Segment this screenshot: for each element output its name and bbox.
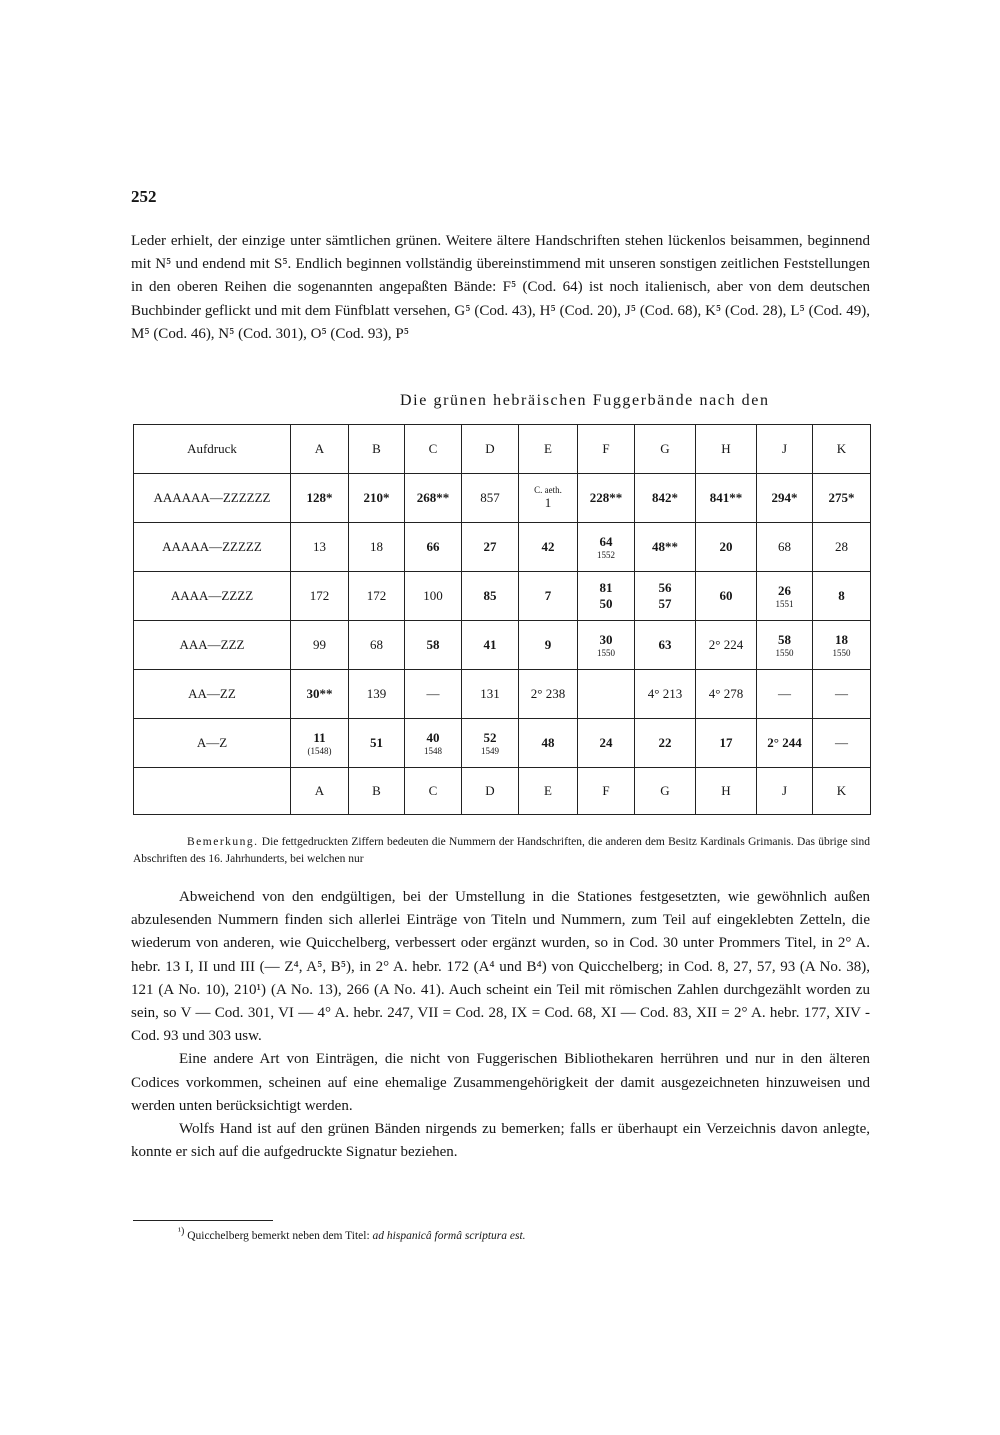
table-cell <box>462 474 519 523</box>
cell-value: 4° 213 <box>647 686 683 701</box>
cell-year-note: 1548 <box>424 746 442 756</box>
table-cell <box>813 621 871 670</box>
row-label: A—Z <box>134 719 291 768</box>
table-cell <box>813 572 871 621</box>
cell-value: 17 <box>719 735 733 750</box>
table-cell <box>757 719 813 768</box>
table-cell <box>696 572 757 621</box>
cell-value: 64 <box>599 534 613 549</box>
cell-value: 28 <box>835 539 848 554</box>
table-cell <box>349 572 405 621</box>
table-cell <box>291 572 349 621</box>
cell-value: 7 <box>544 588 552 603</box>
table-cell <box>635 719 696 768</box>
cell-value: 24 <box>599 735 613 750</box>
cell-value: 48** <box>652 539 678 554</box>
cell-value: 20 <box>719 539 733 554</box>
table-remark <box>133 834 870 868</box>
cell-value: 841** <box>709 490 743 505</box>
table-cell <box>349 621 405 670</box>
table-row <box>134 670 871 719</box>
table-cell <box>578 474 635 523</box>
remark-lead: Bemerkung. <box>187 836 259 848</box>
cell-year-note: 1550 <box>832 648 851 658</box>
cell-year-note: 1549 <box>481 746 499 756</box>
cell-value: 66 <box>426 539 440 554</box>
row-label: AAA—ZZZ <box>134 621 291 670</box>
footer-cell: J <box>757 768 813 815</box>
cell-value: 2° 224 <box>708 637 744 652</box>
cell-value: — <box>426 686 440 701</box>
footer-cell: K <box>813 768 871 815</box>
table-cell <box>462 670 519 719</box>
table-cell <box>291 621 349 670</box>
footnote-italic: ad hispanicâ formâ scriptura est. <box>372 1229 526 1242</box>
table-cell <box>635 523 696 572</box>
table-cell <box>635 621 696 670</box>
header-cell-k: K <box>813 425 871 474</box>
table-cell <box>519 474 578 523</box>
cell-year-note: 1550 <box>597 648 615 658</box>
table-cell <box>578 670 635 719</box>
cell-value: 172 <box>366 588 387 603</box>
cell-value: 172 <box>309 588 330 603</box>
cell-value: 27 <box>483 539 497 554</box>
cell-value: 210* <box>363 490 390 505</box>
cell-value: 857 <box>480 490 500 505</box>
cell-value: 2° 244 <box>767 735 802 750</box>
header-cell-h: H <box>696 425 757 474</box>
cell-value: 68 <box>370 637 383 652</box>
cell-value: 42 <box>541 539 555 554</box>
cell-value: 11 <box>313 730 326 745</box>
main-paragraph-1: Abweichend von den endgültigen, bei der Umstellung in die Stationes festgesetzten, wie gewöhnlich außen abzulesenden Nummern finden sich allerlei Einträge von Titeln und Nummern, zum Teil auf eingeklebten Zetteln, die wiederum von anderen, wie Quicchelberg, verbessert oder ergänzt wurden, so in Cod. 30 unter Prommers Titel, in 2° A. hebr. 13 I, II und III (— Z⁴, A⁵, B⁵), in 2° A. hebr. 172 (A⁴ und B⁴) von Quicchelberg; in Cod. 8, 27, 57, 93 (A No. 38), 121 (A No. 10), 210¹) (A No. 13), 266 (A No. 41). Auch scheint ein Teil mit römischen Zahlen durchgezählt worden zu sein, so V — Cod. 301, VI — 4° A. hebr. 247, VII = Cod. 28, IX = Cod. 68, XI — Cod. 83, XII = 2° A. hebr. 177, XIV - Cod. 93 und 303 usw. <box>131 889 870 1045</box>
row-label: AAAA—ZZZZ <box>134 572 291 621</box>
cell-year-note: 1550 <box>775 648 794 658</box>
table-row <box>134 572 871 621</box>
table-cell <box>519 670 578 719</box>
cell-value: 268** <box>416 490 450 505</box>
footer-cell <box>134 768 291 815</box>
cell-value: 100 <box>423 588 443 603</box>
table-cell <box>349 523 405 572</box>
header-cell-j: J <box>757 425 813 474</box>
cell-year-note: (1548) <box>307 746 332 756</box>
table-cell <box>696 719 757 768</box>
cell-value: 99 <box>313 637 326 652</box>
table-cell <box>757 621 813 670</box>
row-label: AAAAAA—ZZZZZZ <box>134 474 291 523</box>
cell-value: 51 <box>370 735 383 750</box>
table-cell <box>291 670 349 719</box>
cell-value: 63 <box>658 637 672 652</box>
header-cell-d: D <box>462 425 519 474</box>
table-cell <box>635 474 696 523</box>
cell-value: — <box>835 735 848 750</box>
footnote-rule <box>133 1220 273 1221</box>
header-cell-g: G <box>635 425 696 474</box>
header-cell-b: B <box>349 425 405 474</box>
cell-value: 52 <box>483 730 497 745</box>
footnote-text: Quicchelberg bemerkt neben dem Titel: <box>184 1229 373 1242</box>
page-number: 252 <box>131 187 157 206</box>
table-cell <box>578 719 635 768</box>
cell-value: 40 <box>426 730 440 745</box>
table-row <box>134 719 871 768</box>
fugger-table-container <box>133 424 870 815</box>
table-cell <box>696 474 757 523</box>
table-cell <box>696 621 757 670</box>
table-cell <box>405 719 462 768</box>
table-cell <box>635 572 696 621</box>
row-label: AAAAA—ZZZZZ <box>134 523 291 572</box>
cell-value: 56 57 <box>658 580 672 611</box>
cell-value: 18 <box>835 632 848 647</box>
cell-value: 1 <box>544 495 552 510</box>
table-row <box>134 474 871 523</box>
table-cell <box>405 572 462 621</box>
footer-cell: D <box>462 768 519 815</box>
cell-value: 68 <box>778 539 791 554</box>
footer-cell: C <box>405 768 462 815</box>
table-cell <box>519 719 578 768</box>
cell-value: 275* <box>828 490 855 505</box>
table-cell <box>813 670 871 719</box>
main-paragraph-3: Wolfs Hand ist auf den grünen Bänden nirgends zu bemerken; falls er überhaupt ein Verzeichnis davon anlegte, konnte er sich auf die aufgedruckte Signatur beziehen. <box>131 1121 870 1161</box>
row-label: AA—ZZ <box>134 670 291 719</box>
table-cell <box>462 621 519 670</box>
footer-cell: B <box>349 768 405 815</box>
cell-value: 60 <box>719 588 733 603</box>
cell-value: 139 <box>366 686 387 701</box>
top-paragraph: Leder erhielt, der einzige unter sämtlichen grünen. Weitere ältere Handschriften stehen lückenlos beisammen, beginnend mit N⁵ und endend mit S⁵. Endlich beginnen vollständig übereinstimmend mit unseren sonstigen zeitlichen Feststellungen in den oberen Reihen die sogenannten angepaßten Bände: F⁵ (Cod. 64) ist noch italienisch, aber von dem deutschen Buchbinder geflickt und mit dem Fünfblatt versehen, G⁵ (Cod. 43), H⁵ (Cod. 20), J⁵ (Cod. 68), K⁵ (Cod. 28), L⁵ (Cod. 49), M⁵ (Cod. 46), N⁵ (Cod. 301), O⁵ (Cod. 93), P⁵ <box>131 233 870 342</box>
table-cell <box>519 523 578 572</box>
table-cell <box>696 670 757 719</box>
table-footer-row <box>134 768 871 815</box>
table-cell <box>519 572 578 621</box>
table-cell <box>291 523 349 572</box>
cell-value: 18 <box>370 539 383 554</box>
header-cell-f: F <box>578 425 635 474</box>
table-cell <box>291 474 349 523</box>
table-cell <box>349 670 405 719</box>
main-paragraph-2: Eine andere Art von Einträgen, die nicht von Fuggerischen Bibliothekaren herrühren und nur in den älteren Codices vorkommen, scheinen auf eine ehemalige Zusammengehörigkeit der damit ausgezeichneten hinzuweisen und werden unten berücksichtigt werden. <box>131 1051 870 1114</box>
cell-value: 22 <box>658 735 672 750</box>
cell-value: — <box>778 686 791 701</box>
cell-value: 58 <box>778 632 791 647</box>
cell-value: 128* <box>306 490 333 505</box>
cell-value: 81 50 <box>599 580 613 611</box>
table-cell <box>462 572 519 621</box>
table-cell <box>578 621 635 670</box>
cell-top-note: C. aeth. <box>534 485 562 495</box>
cell-value: 8 <box>838 588 845 603</box>
cell-value: 13 <box>313 539 326 554</box>
table-header-row <box>134 425 871 474</box>
table-cell <box>813 719 871 768</box>
table-cell <box>462 523 519 572</box>
header-cell-a: A <box>291 425 349 474</box>
footer-cell: E <box>519 768 578 815</box>
main-text <box>131 886 870 1164</box>
cell-value: — <box>835 686 848 701</box>
table-cell <box>696 523 757 572</box>
table-cell <box>519 621 578 670</box>
footer-cell: F <box>578 768 635 815</box>
cell-value: 30 <box>599 632 613 647</box>
table-cell <box>462 719 519 768</box>
table-title: Die grünen hebräischen Fuggerbände nach den <box>400 392 770 409</box>
remark-text: Die fettgedruckten Ziffern bedeuten die Nummern der Handschriften, die anderen dem Besitz Kardinals Grimanis. Das übrige sind Abschriften des 16. Jahrhunderts, bei welchen nur <box>133 836 870 865</box>
table-cell <box>405 670 462 719</box>
table-cell <box>635 670 696 719</box>
footnote-mark: ¹) <box>178 1226 185 1237</box>
footer-cell: G <box>635 768 696 815</box>
table-cell <box>578 572 635 621</box>
cell-value: 2° 238 <box>530 686 566 701</box>
table-row <box>134 523 871 572</box>
table-cell <box>757 670 813 719</box>
header-cell-c: C <box>405 425 462 474</box>
footnote <box>178 1226 526 1242</box>
table-cell <box>578 523 635 572</box>
table-cell <box>405 523 462 572</box>
footer-cell: H <box>696 768 757 815</box>
cell-value: 30** <box>306 686 333 701</box>
cell-year-note: 1552 <box>597 550 615 560</box>
cell-value: 41 <box>483 637 497 652</box>
cell-value: 228** <box>589 490 623 505</box>
table-row <box>134 621 871 670</box>
table-cell <box>813 474 871 523</box>
table-cell <box>757 523 813 572</box>
table-cell <box>757 474 813 523</box>
table-cell <box>349 474 405 523</box>
cell-value: 842* <box>652 490 678 505</box>
table-body <box>134 474 871 815</box>
table-cell <box>349 719 405 768</box>
table-cell <box>757 572 813 621</box>
table-cell <box>405 621 462 670</box>
cell-year-note: 1551 <box>775 599 794 609</box>
cell-value: 294* <box>771 490 798 505</box>
cell-value: 48 <box>541 735 555 750</box>
footer-cell: A <box>291 768 349 815</box>
cell-value: 131 <box>480 686 500 701</box>
table-cell <box>813 523 871 572</box>
cell-value: 85 <box>483 588 497 603</box>
cell-value: 58 <box>426 637 440 652</box>
fugger-table <box>133 424 871 815</box>
cell-value: 26 <box>778 583 791 598</box>
header-cell-aufdruck: Aufdruck <box>134 425 291 474</box>
table-cell <box>405 474 462 523</box>
table-cell <box>291 719 349 768</box>
cell-value: 4° 278 <box>708 686 744 701</box>
header-cell-e: E <box>519 425 578 474</box>
cell-value: 9 <box>544 637 552 652</box>
